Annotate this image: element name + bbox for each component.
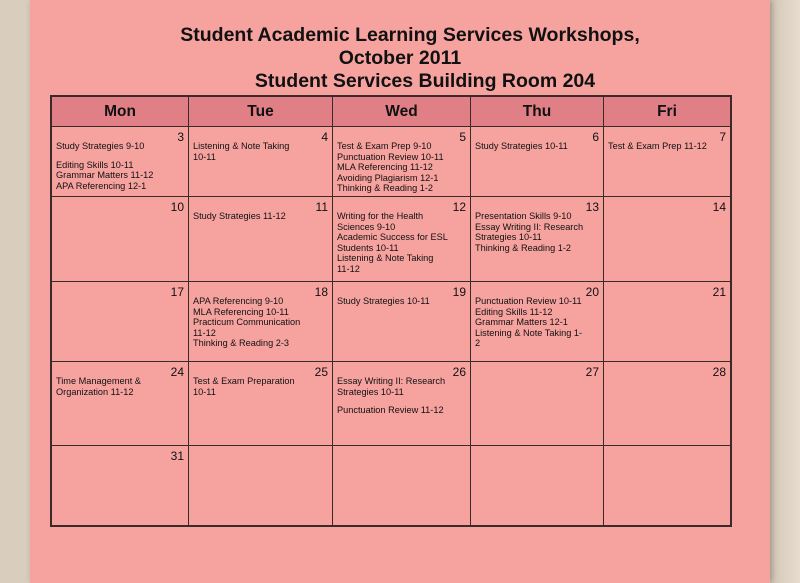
- workshop-entry: Time Management &: [56, 376, 141, 386]
- calendar-day-cell: [604, 362, 730, 446]
- day-number: 7: [719, 130, 726, 144]
- calendar-day-cell: [471, 197, 604, 282]
- workshop-entry: APA Referencing 9-10: [193, 296, 284, 306]
- day-number: 27: [585, 365, 599, 379]
- calendar-day-cell: [471, 282, 604, 362]
- day-header-wed: Wed: [333, 97, 471, 127]
- day-number: 17: [170, 285, 184, 299]
- workshop-entry: Punctuation Review 10-11: [337, 151, 444, 162]
- workshop-entry: Essay Writing II: Research: [475, 221, 584, 232]
- workshop-entry: Strategies 10-11: [475, 232, 542, 243]
- workshop-list: [475, 296, 585, 349]
- workshop-entry: Editing Skills 11-12: [475, 306, 553, 317]
- calendar-day-cell: [471, 446, 604, 526]
- calendar-day-cell: [604, 282, 730, 362]
- calendar-day-cell: [52, 362, 189, 446]
- workshop-list: [337, 296, 452, 307]
- calendar-sheet: [30, 0, 770, 583]
- calendar-day-cell: [333, 282, 471, 362]
- workshop-entry: Listening & Note Taking 1-2: [475, 327, 583, 349]
- calendar-day-cell: [333, 197, 471, 282]
- workshop-entry: Study Strategies 11-12: [193, 211, 286, 221]
- workshop-list: [56, 141, 170, 191]
- workshop-entry: Listening & Note Taking: [337, 253, 434, 264]
- day-number: 19: [452, 285, 466, 299]
- workshop-entry: Test & Exam Preparation: [193, 376, 295, 386]
- workshop-entry: Study Strategies 10-11: [475, 141, 568, 151]
- workshop-entry: MLA Referencing 10-11: [193, 306, 289, 317]
- calendar-day-cell: [604, 446, 730, 526]
- calendar-day-cell: [471, 127, 604, 197]
- workshop-entry: Thinking & Reading 1-2: [475, 242, 572, 253]
- day-number: 24: [170, 365, 184, 379]
- workshop-list: [608, 141, 712, 152]
- workshop-list: [193, 376, 314, 397]
- workshop-entry: 11-12: [337, 263, 360, 274]
- workshop-entry: Test & Exam Prep 9-10: [337, 141, 432, 151]
- calendar-day-cell: [189, 127, 333, 197]
- calendar-day-cell: [333, 362, 471, 446]
- day-number: 6: [592, 130, 599, 144]
- workshop-list: [193, 296, 314, 349]
- day-number: 28: [712, 365, 726, 379]
- workshop-entry: 10-11: [193, 151, 216, 162]
- workshop-entry: APA Referencing 12-1: [56, 180, 147, 191]
- workshop-list: [337, 141, 452, 194]
- workshop-list: [475, 141, 585, 152]
- calendar-day-cell: [189, 282, 333, 362]
- day-header-mon: Mon: [52, 97, 189, 127]
- calendar-day-cell: [333, 446, 471, 526]
- workshop-entry: Punctuation Review 11-12: [337, 405, 444, 416]
- calendar-day-cell: [52, 127, 189, 197]
- calendar-day-cell: [189, 362, 333, 446]
- day-header-tue: Tue: [189, 97, 333, 127]
- workshop-entry: Avoiding Plagiarism 12-1: [337, 172, 439, 183]
- workshop-entry: Punctuation Review 10-11: [475, 296, 582, 306]
- calendar-day-cell: [52, 197, 189, 282]
- day-header-fri: Fri: [604, 97, 730, 127]
- workshop-entry: Editing Skills 10-11: [56, 159, 134, 170]
- workshop-entry: 10-11: [193, 386, 216, 397]
- day-number: 12: [452, 200, 466, 214]
- workshop-list: [56, 376, 170, 397]
- calendar-grid: [50, 95, 732, 527]
- day-number: 10: [170, 200, 184, 214]
- workshop-entry: Practicum Communication: [193, 317, 301, 328]
- workshop-entry: Academic Success for ESL: [337, 232, 448, 243]
- workshop-list: [193, 211, 314, 222]
- workshop-entry: Sciences 9-10: [337, 221, 396, 232]
- calendar-day-cell: [604, 197, 730, 282]
- day-number: 13: [585, 200, 599, 214]
- workshop-list: [337, 376, 452, 416]
- calendar-day-cell: [604, 127, 730, 197]
- workshop-list: [337, 211, 452, 275]
- workshop-entry: Grammar Matters 11-12: [56, 170, 154, 181]
- day-number: 25: [314, 365, 328, 379]
- workshop-entry: Organization 11-12: [56, 386, 134, 397]
- workshop-entry: Listening & Note Taking: [193, 141, 290, 151]
- day-number: 4: [321, 130, 328, 144]
- day-number: 20: [585, 285, 599, 299]
- workshop-entry: Essay Writing II: Research: [337, 376, 446, 386]
- workshop-entry: [56, 152, 170, 160]
- day-number: 5: [459, 130, 466, 144]
- workshop-entry: Thinking & Reading 1-2: [337, 183, 434, 194]
- workshop-list: [475, 211, 585, 253]
- calendar-day-cell: [52, 446, 189, 526]
- day-header-thu: Thu: [471, 97, 604, 127]
- title-line-2: October 2011: [338, 47, 462, 69]
- workshop-entry: Thinking & Reading 2-3: [193, 338, 290, 349]
- workshop-entry: MLA Referencing 11-12: [337, 162, 433, 173]
- workshop-entry: Grammar Matters 12-1: [475, 317, 568, 328]
- title-block: [30, 24, 770, 93]
- title-line-1: Student Academic Learning Services Workshops,: [180, 24, 640, 46]
- workshop-entry: 11-12: [193, 327, 216, 338]
- workshop-entry: Study Strategies 10-11: [337, 296, 430, 306]
- title-line-3: Student Services Building Room 204: [254, 70, 596, 92]
- workshop-entry: Students 10-11: [337, 242, 399, 253]
- workshop-entry: Presentation Skills 9-10: [475, 211, 572, 221]
- day-number: 14: [712, 200, 726, 214]
- workshop-entry: Strategies 10-11: [337, 386, 404, 397]
- day-number: 11: [315, 200, 328, 214]
- calendar-day-cell: [189, 197, 333, 282]
- day-number: 3: [177, 130, 184, 144]
- day-number: 31: [170, 449, 184, 463]
- workshop-entry: Test & Exam Prep 11-12: [608, 141, 707, 151]
- day-number: 21: [712, 285, 726, 299]
- calendar-day-cell: [52, 282, 189, 362]
- workshop-list: [193, 141, 314, 162]
- workshop-entry: [337, 397, 452, 405]
- workshop-entry: Study Strategies 9-10: [56, 141, 145, 151]
- calendar-day-cell: [471, 362, 604, 446]
- calendar-day-cell: [333, 127, 471, 197]
- day-number: 18: [314, 285, 328, 299]
- workshop-entry: Writing for the Health: [337, 211, 424, 221]
- day-number: 26: [452, 365, 466, 379]
- calendar-day-cell: [189, 446, 333, 526]
